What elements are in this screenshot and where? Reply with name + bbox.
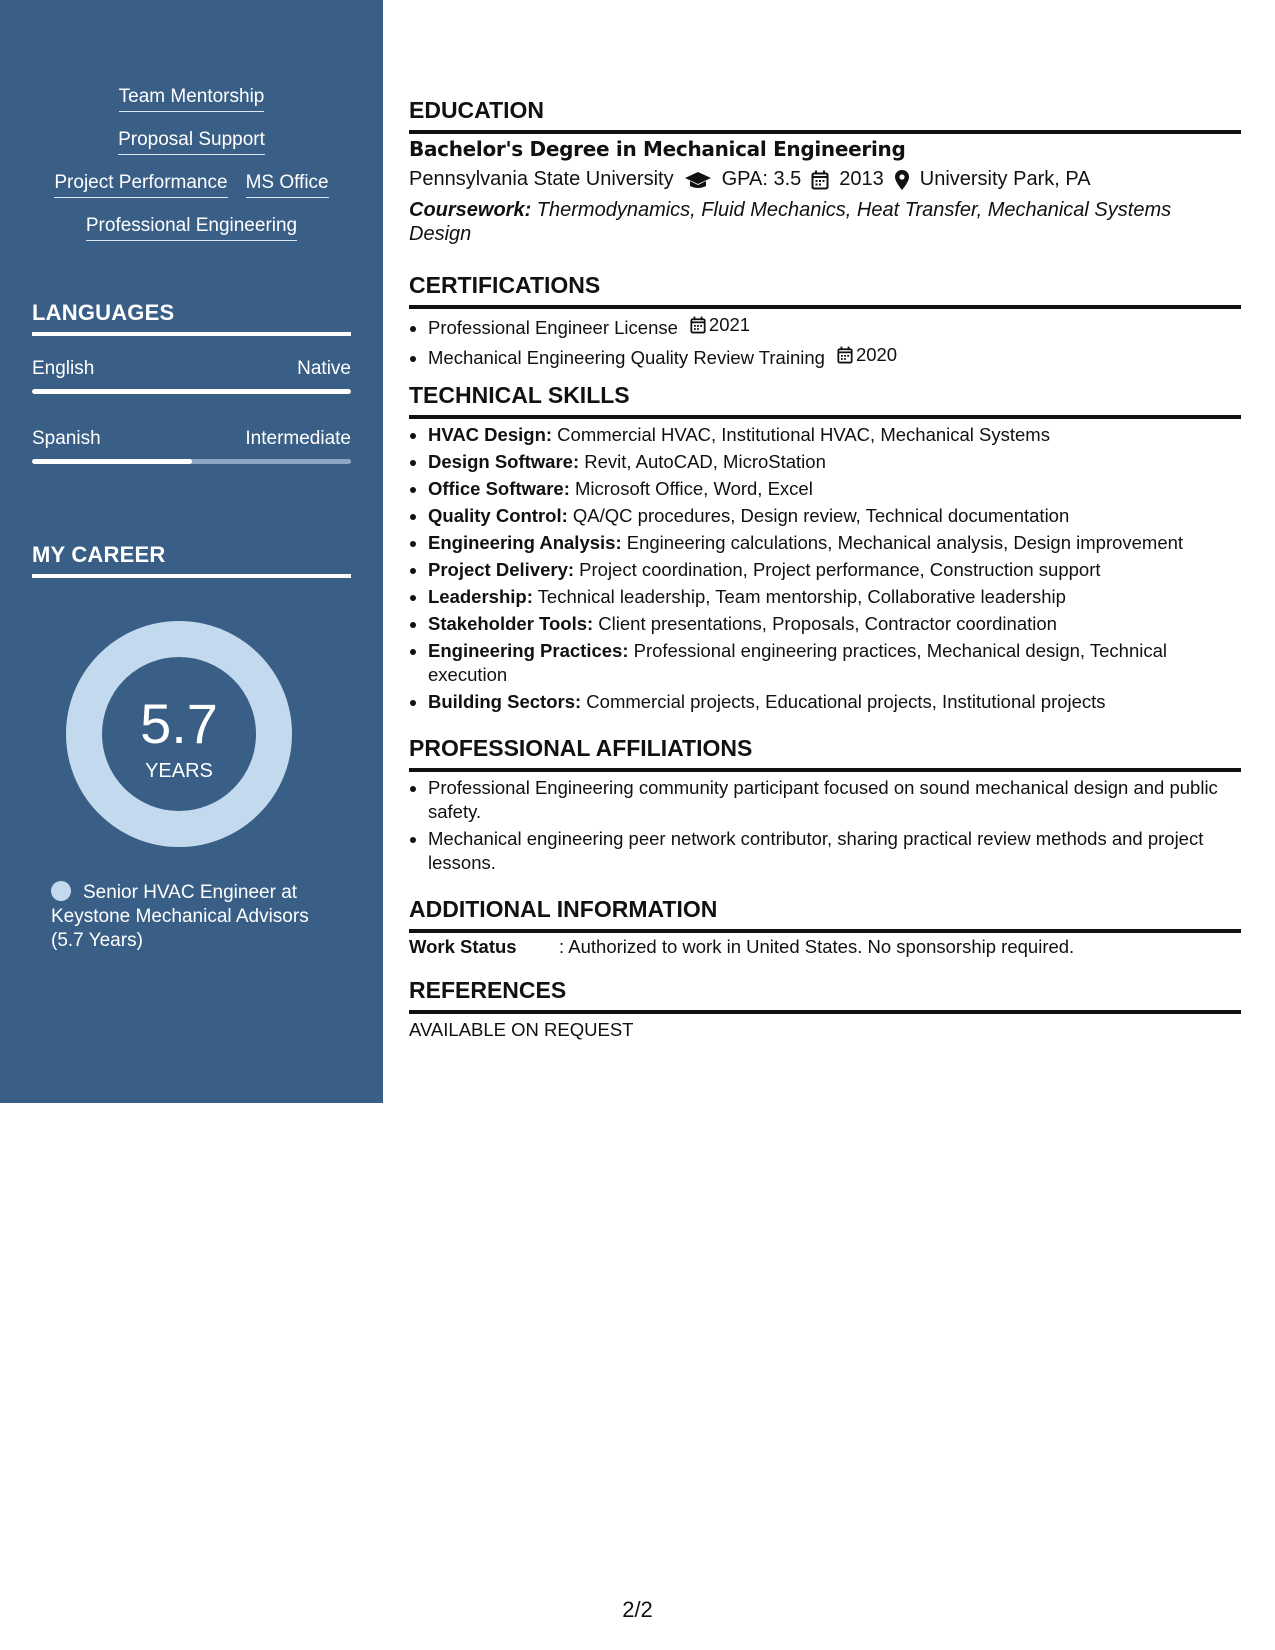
affiliations-heading: PROFESSIONAL AFFILIATIONS: [409, 735, 1241, 772]
calendar-icon: [690, 316, 706, 334]
list-item: [428, 504, 1241, 528]
cert-name: Professional Engineer License: [428, 317, 678, 338]
skill-tag: Professional Engineering: [86, 215, 297, 241]
language-bar-spanish: [32, 459, 351, 464]
language-level: Native: [297, 358, 351, 379]
language-name: English: [32, 358, 95, 379]
career-years-donut: [66, 621, 292, 847]
language-bar-fill: [32, 389, 351, 394]
graduation-cap-icon: [684, 170, 712, 190]
career-dot-icon: [51, 881, 71, 901]
school-name: Pennsylvania State University: [409, 168, 674, 190]
additional-info-heading: ADDITIONAL INFORMATION: [409, 896, 1241, 933]
language-bar-fill: [32, 459, 192, 464]
language-name: Spanish: [32, 428, 101, 449]
skill-text: Project coordination, Project performance, Construction support: [574, 559, 1101, 580]
skill-text: Microsoft Office, Word, Excel: [569, 478, 813, 499]
references-heading: REFERENCES: [409, 977, 1241, 1014]
skill-text: Engineering calculations, Mechanical analysis, Design improvement: [621, 532, 1184, 553]
language-level: Intermediate: [245, 428, 351, 449]
list-item: [428, 343, 1241, 370]
page-number: 2/2: [622, 1597, 653, 1622]
languages-heading: LANGUAGES: [32, 300, 351, 336]
list-item: [428, 450, 1241, 474]
list-item: [428, 558, 1241, 582]
language-bar-english: [32, 389, 351, 394]
technical-skills-heading: TECHNICAL SKILLS: [409, 382, 1241, 419]
skill-label: Stakeholder Tools:: [428, 613, 594, 634]
list-item: [428, 531, 1241, 555]
list-item: [428, 690, 1241, 714]
skill-label: Engineering Analysis:: [428, 532, 622, 553]
coursework-label: Coursework:: [409, 199, 532, 221]
list-item: [428, 423, 1241, 447]
skill-label: Building Sectors:: [428, 691, 582, 712]
calendar-icon: [811, 170, 829, 190]
language-row-english: [32, 358, 351, 380]
career-years-value: 5.7: [140, 692, 218, 755]
coursework: [409, 198, 1209, 246]
skill-tag: Proposal Support: [118, 129, 265, 155]
skill-tag: Project Performance: [54, 172, 227, 198]
skill-text: Technical leadership, Team mentorship, Collaborative leadership: [532, 586, 1066, 607]
cert-year: 2021: [708, 314, 751, 335]
graduation-year: 2013: [839, 168, 884, 190]
list-item: [428, 612, 1241, 636]
work-status-label: Work Status: [409, 936, 517, 957]
skill-text: Client presentations, Proposals, Contractor coordination: [593, 613, 1057, 634]
skill-label: Quality Control:: [428, 505, 568, 526]
cert-name: Mechanical Engineering Quality Review Training: [428, 347, 825, 368]
affiliations-list: [409, 776, 1241, 878]
skill-text: Commercial projects, Educational projects, Institutional projects: [581, 691, 1106, 712]
certifications-list: [409, 313, 1241, 373]
school-location: University Park, PA: [919, 168, 1091, 190]
career-item-text: Senior HVAC Engineer at Keystone Mechanical Advisors (5.7 Years): [51, 882, 309, 951]
skill-label: Project Delivery:: [428, 559, 575, 580]
list-item: • Professional Engineering community participant focused on sound mechanical design and public safety.: [428, 776, 1241, 824]
skill-tags: [32, 86, 351, 258]
gpa: GPA: 3.5: [721, 168, 802, 190]
cert-year: 2020: [855, 344, 898, 365]
language-row-spanish: [32, 428, 351, 450]
skill-tag: Team Mentorship: [119, 86, 265, 112]
education-details: [409, 168, 1091, 191]
technical-skills-list: [409, 423, 1241, 717]
skill-label: Engineering Practices:: [428, 640, 629, 661]
references-text: AVAILABLE ON REQUEST: [409, 1019, 634, 1040]
calendar-icon: [837, 346, 853, 364]
skill-text: QA/QC procedures, Design review, Technical documentation: [567, 505, 1070, 526]
skill-text: Professional engineering practices, Mechanical design, Technical execution: [428, 640, 1168, 685]
education-heading: EDUCATION: [409, 97, 1241, 134]
skill-label: Leadership:: [428, 586, 533, 607]
degree-title: Bachelor's Degree in Mechanical Engineering: [409, 137, 906, 161]
list-item: [428, 585, 1241, 609]
career-years-label: YEARS: [145, 760, 213, 782]
skill-text: Commercial HVAC, Institutional HVAC, Mechanical Systems: [552, 424, 1050, 445]
list-item: • Mechanical engineering peer network contributor, sharing practical review methods and project lessons.: [428, 827, 1241, 875]
career-heading: MY CAREER: [32, 542, 351, 578]
skill-label: HVAC Design:: [428, 424, 553, 445]
coursework-text: Thermodynamics, Fluid Mechanics, Heat Transfer, Mechanical Systems Design: [409, 199, 1172, 245]
skill-tag: MS Office: [246, 172, 329, 198]
list-item: [428, 477, 1241, 501]
certifications-heading: CERTIFICATIONS: [409, 272, 1241, 309]
work-status-value: : Authorized to work in United States. No sponsorship required.: [559, 936, 1075, 957]
location-pin-icon: [894, 169, 910, 191]
work-status-row: [409, 936, 1074, 958]
list-item: [428, 313, 1241, 340]
skill-text: Revit, AutoCAD, MicroStation: [579, 451, 826, 472]
sidebar: [0, 0, 383, 1103]
career-item: [51, 881, 331, 953]
list-item: [428, 639, 1241, 687]
skill-label: Office Software:: [428, 478, 570, 499]
skill-label: Design Software:: [428, 451, 580, 472]
